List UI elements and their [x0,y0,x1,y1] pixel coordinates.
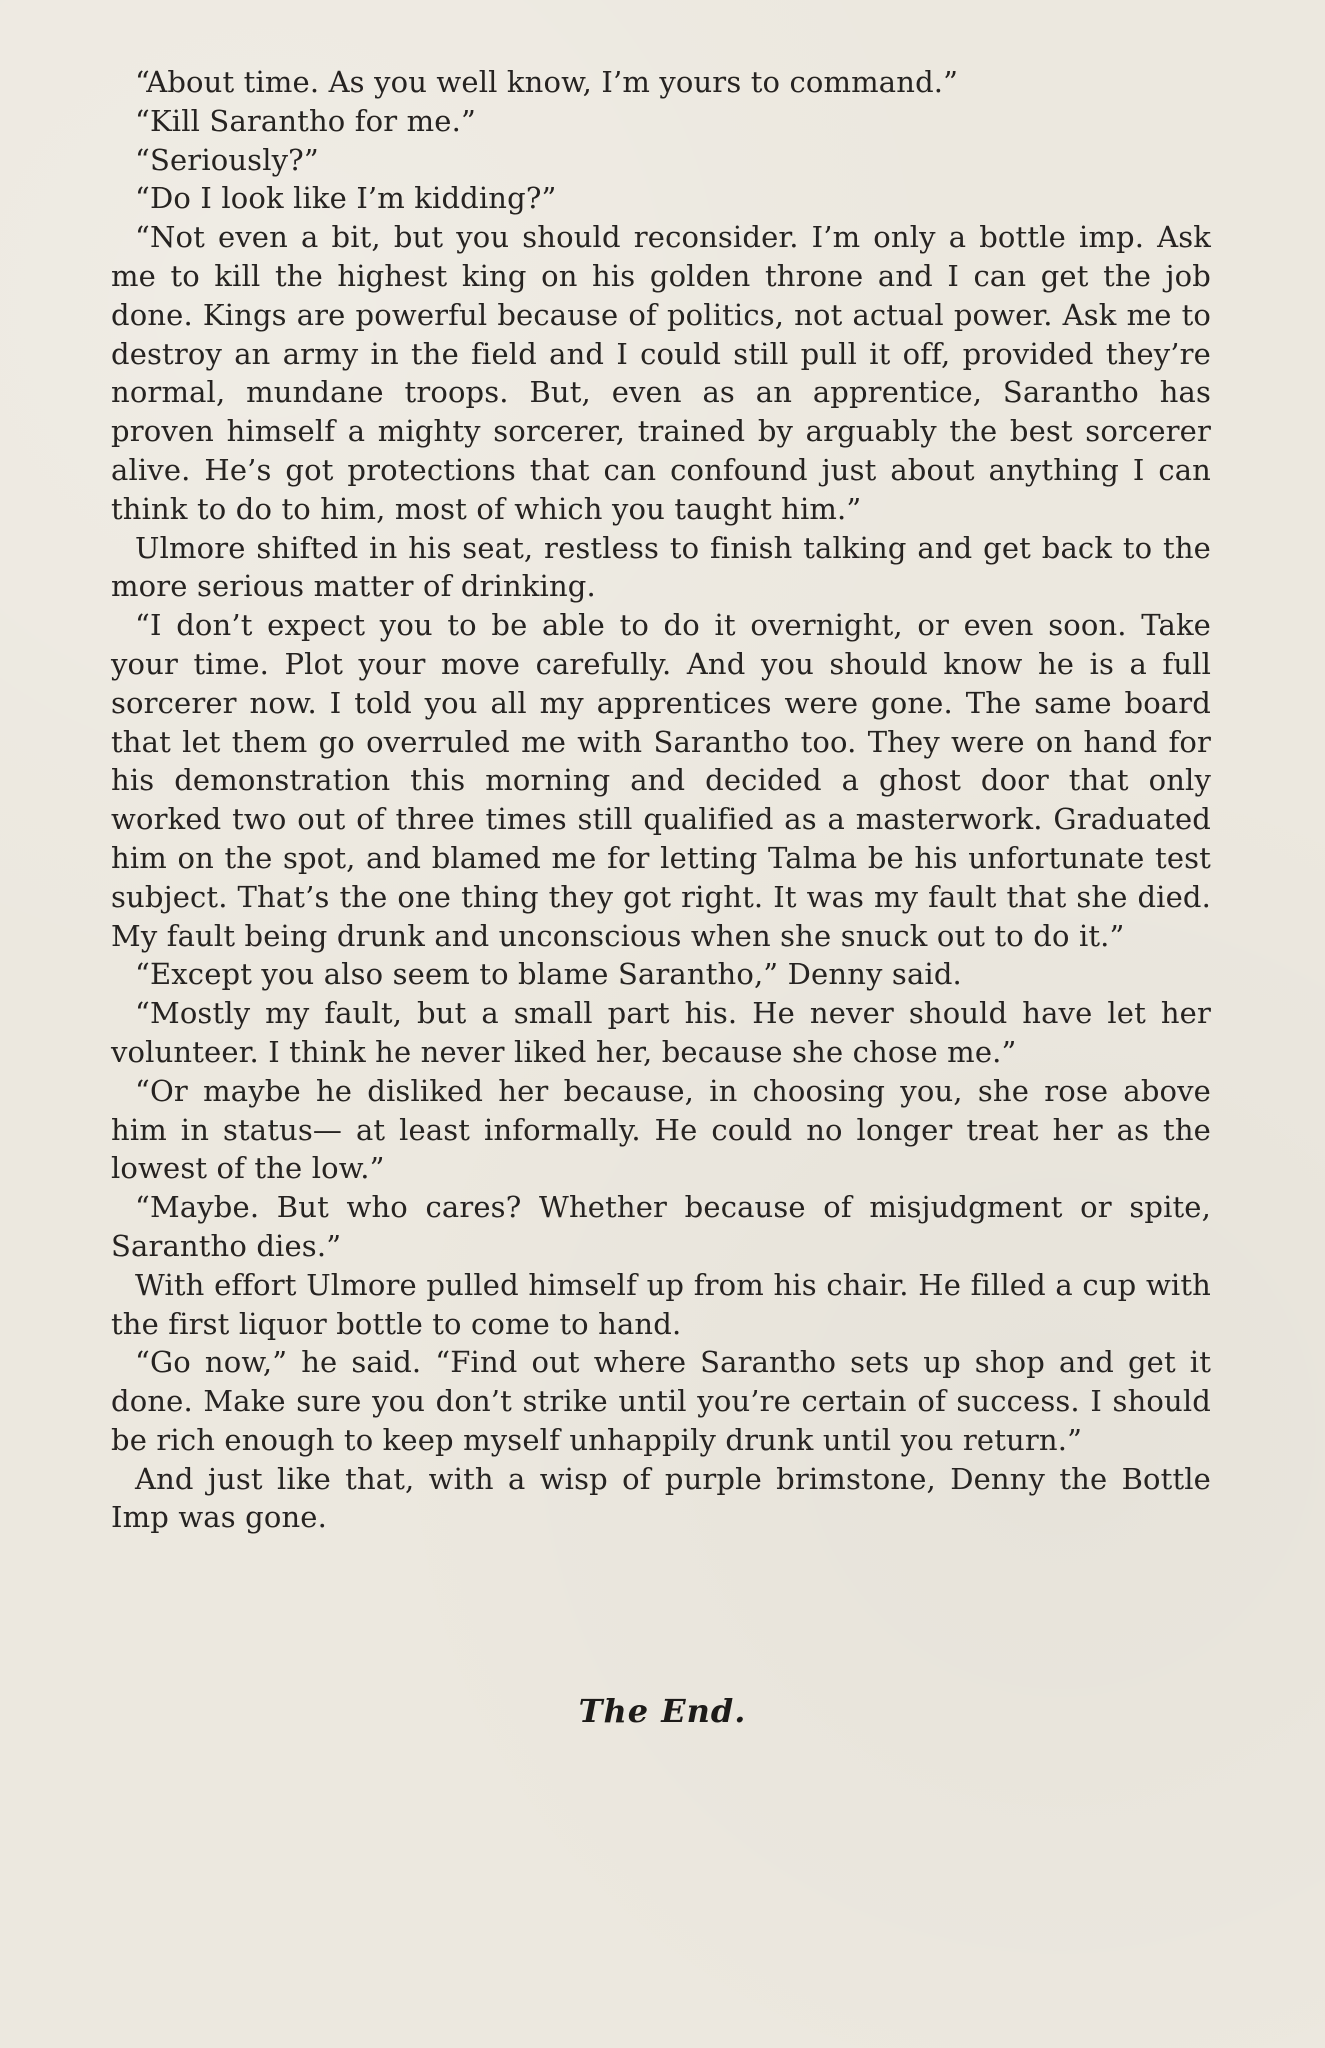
paragraph: Ulmore shifted in his seat, restless to finish talking and get back to the more serious matter of drinking. [111,530,1211,604]
paragraph: “About time. As you well know, I’m yours to command.” [135,65,959,99]
paragraph: “Kill Sarantho for me.” [135,103,476,138]
paragraph: “Not even a bit, but you should reconsider. I’m only a bottle imp. Ask me to kill the highest king on his golden throne and I can get the job done. Kings are powerful because of politics, not actual power. Ask me to destroy an army in the field and I could still pull it off, provided they’re normal, mundane troops. But, even as an apprentice, Sarantho has proven himself a mighty sorcerer, trained by arguably the best sorcerer alive. He’s got protections that can confound just about anything I can think to do to him, most of which you taught him.” [111,220,1211,526]
paragraph: “Maybe. But who cares? Whether because of misjudgment or spite, Sarantho dies.” [111,1190,1211,1263]
the-end-mark: The End. [578,1692,747,1730]
paragraph: “Seriously?” [135,142,319,177]
paragraph: “Or maybe he disliked her because, in choosing you, she rose above him in status— at least informally. He could no longer treat her as the lowest of the low.” [111,1073,1211,1186]
paragraph: With effort Ulmore pulled himself up from his chair. He filled a cup with the first liquor bottle to come to hand. [111,1267,1211,1341]
paragraph: “Except you also seem to blame Sarantho,” Denny said. [135,957,962,992]
paragraph: “Mostly my fault, but a small part his. He never should have let her volunteer. I think he never liked her, because she chose me.” [111,996,1211,1069]
paragraph: “I don’t expect you to be able to do it overnight, or even soon. Take your time. Plot your move carefully. And you should know he is a full sorcerer now. I told you all my apprentices were gone. The same board that let them go overruled me with Sarantho too. They were on hand for his demonstration this morning and decided a ghost door that only worked two out of three times still qualified as a masterwork. Graduated him on the spot, and blamed me for letting Talma be his unfortunate test subject. That’s the one thing they got right. It was my fault that she died. My fault being drunk and unconscious when she snuck out to do it.” [111,608,1211,953]
paragraph: “Do I look like I’m kidding?” [135,181,557,216]
paragraph: “Go now,” he said. “Find out where Sarantho sets up shop and get it done. Make sure you don’t strike until you’re certain of success. I should be rich enough to keep myself unhappily drunk until you return.” [111,1345,1211,1457]
paragraph: And just like that, with a wisp of purple brimstone, Denny the Bottle Imp was gone. [111,1461,1211,1535]
story-text [111,63,1211,1537]
